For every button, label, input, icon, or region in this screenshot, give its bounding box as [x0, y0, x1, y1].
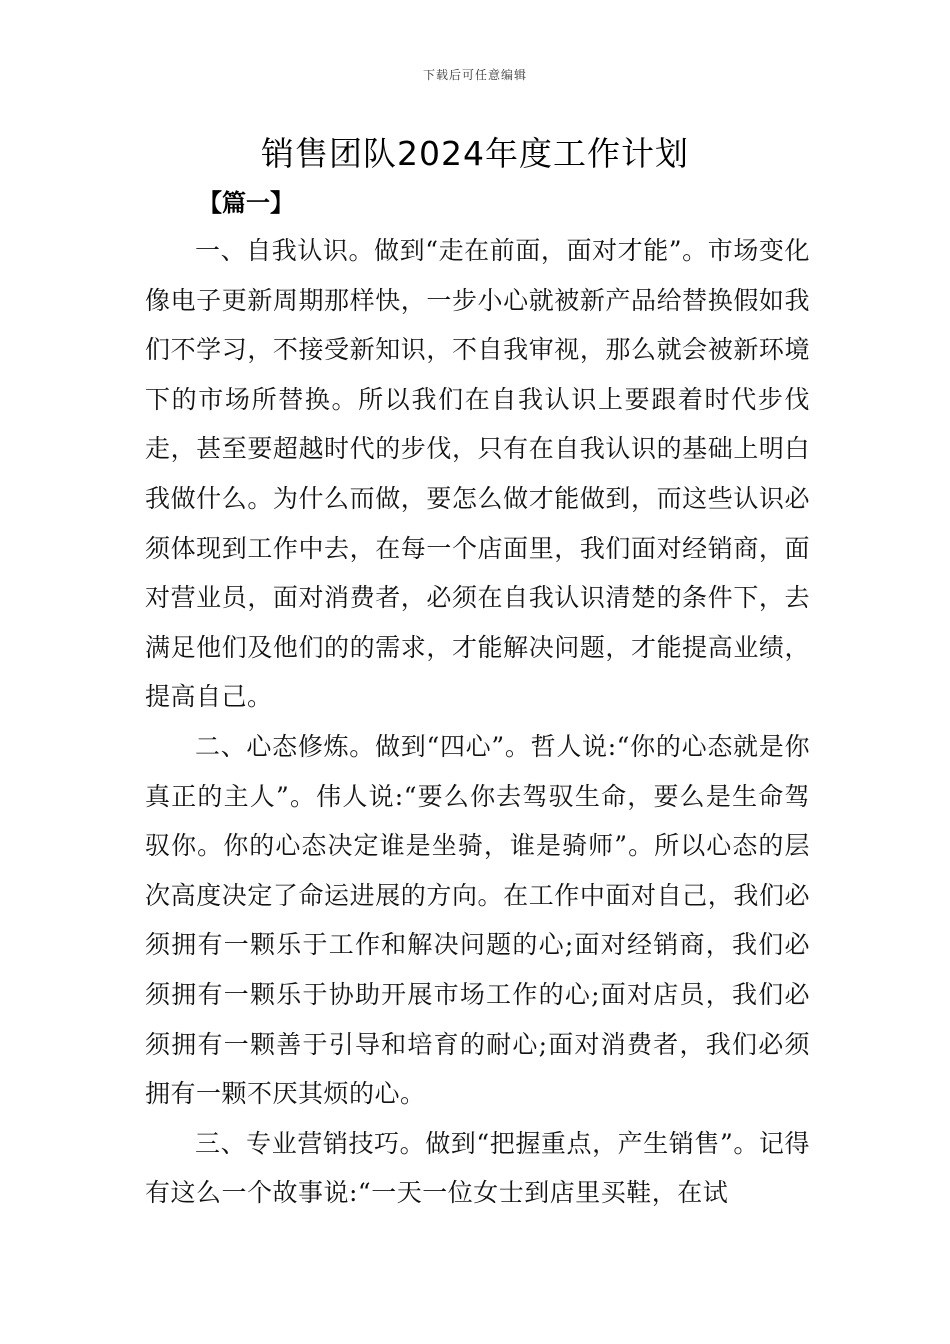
paragraph-self-awareness: 一、自我认识。做到“走在前面，面对才能”。市场变化像电子更新周期那样快，一步小心就被新产品给替换假如我们不学习，不接受新知识，不自我审视，那么就会被新环境下的市场所替换。所以我们在自我认识上要跟着时代步伐走，甚至要超越时代的步伐，只有在自我认识的基础上明白我做什么。为什么而做，要怎么做才能做到，而这些认识必须体现到工作中去，在每一个店面里，我们面对经销商，面对营业员，面对消费者，必须在自我认识清楚的条件下，去满足他们及他们的的需求，才能解决问题，才能提高业绩，提高自己。	[145, 236, 810, 712]
paragraph-mindset: 二、心态修炼。做到“四心”。哲人说:“你的心态就是你真正的主人”。伟人说:“要么你去驾驭生命，要么是生命驾驭你。你的心态决定谁是坐骑，谁是骑师”。所以心态的层次高度决定了命运进展的方向。在工作中面对自己，我们必须拥有一颗乐于工作和解决问题的心;面对经销商，我们必须拥有一颗乐于协助开展市场工作的心;面对店员，我们必须拥有一颗善于引导和培育的耐心;面对消费者，我们必须拥有一颗不厌其烦的心。	[145, 731, 810, 1109]
paragraph-sales-skills: 三、专业营销技巧。做到“把握重点，产生销售”。记得有这么一个故事说:“一天一位女士到店里买鞋，在试	[145, 1128, 810, 1208]
section-label: 【篇一】	[198, 189, 294, 217]
document-title: 销售团队2024年度工作计划	[261, 134, 689, 173]
header-note: 下载后可任意编辑	[422, 68, 527, 82]
body-text	[145, 226, 810, 1218]
